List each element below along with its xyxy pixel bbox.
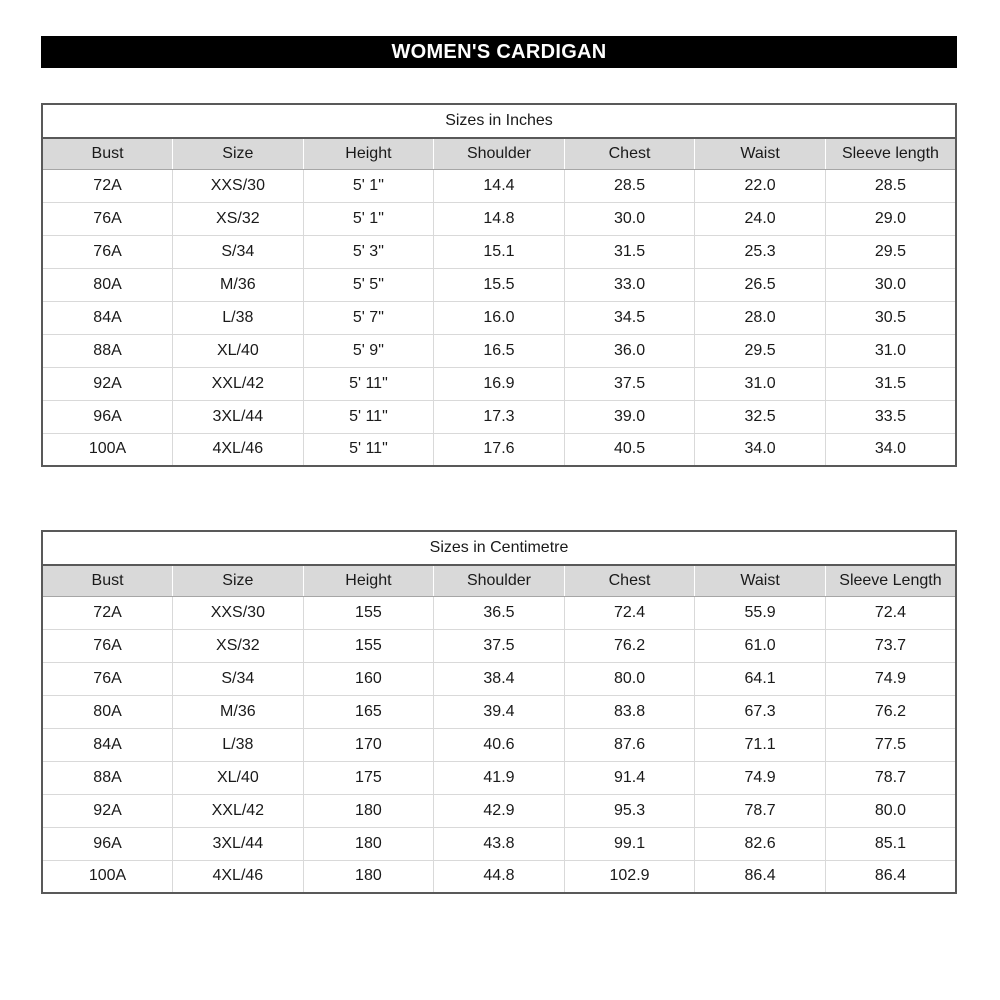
table-cell: 88A (42, 334, 173, 367)
table-cell: 29.5 (695, 334, 826, 367)
column-header: Waist (695, 565, 826, 596)
table-cell: 4XL/46 (173, 860, 304, 893)
table-cell: 72A (42, 596, 173, 629)
table-cell: 5' 7" (303, 301, 434, 334)
table-cell: 16.5 (434, 334, 565, 367)
table-cell: 31.5 (825, 367, 956, 400)
column-header: Chest (564, 565, 695, 596)
table-cell: 74.9 (825, 662, 956, 695)
table-cell: 67.3 (695, 695, 826, 728)
table-row (42, 169, 956, 202)
table-cell: 100A (42, 860, 173, 893)
table-cell: 30.0 (825, 268, 956, 301)
table-row (42, 235, 956, 268)
table-cell: L/38 (173, 728, 304, 761)
table-cell: 14.4 (434, 169, 565, 202)
table-cell: 86.4 (695, 860, 826, 893)
column-header: Chest (564, 138, 695, 169)
table-cell: 80A (42, 695, 173, 728)
column-header: Sleeve Length (825, 565, 956, 596)
table-cell: 76A (42, 202, 173, 235)
table-cell: 34.5 (564, 301, 695, 334)
table-cell: 40.6 (434, 728, 565, 761)
table-row (42, 301, 956, 334)
table-cell: 26.5 (695, 268, 826, 301)
table-cell: 34.0 (825, 433, 956, 466)
table-cell: 78.7 (695, 794, 826, 827)
table-cell: S/34 (173, 662, 304, 695)
table-cell: 5' 11" (303, 433, 434, 466)
table-cell: 96A (42, 827, 173, 860)
table-cell: 4XL/46 (173, 433, 304, 466)
table-cell: XS/32 (173, 202, 304, 235)
table-cell: 29.0 (825, 202, 956, 235)
table-cell: 37.5 (434, 629, 565, 662)
table-cell: 76.2 (564, 629, 695, 662)
column-header: Bust (42, 565, 173, 596)
table-row (42, 761, 956, 794)
sizes-in-centimetre-table (41, 530, 957, 894)
table-cell: 76.2 (825, 695, 956, 728)
table-cell: 88A (42, 761, 173, 794)
table-cell: 170 (303, 728, 434, 761)
table-caption: Sizes in Centimetre (42, 531, 956, 565)
table-cell: 37.5 (564, 367, 695, 400)
table-cell: 74.9 (695, 761, 826, 794)
table-cell: 25.3 (695, 235, 826, 268)
table-cell: 3XL/44 (173, 827, 304, 860)
table-cell: 41.9 (434, 761, 565, 794)
table-cell: 180 (303, 794, 434, 827)
table-cell: 83.8 (564, 695, 695, 728)
product-title: WOMEN'S CARDIGAN (391, 40, 607, 63)
table-cell: 76A (42, 629, 173, 662)
table-cell: 44.8 (434, 860, 565, 893)
table-row (42, 794, 956, 827)
table-cell: 5' 1" (303, 202, 434, 235)
table-cell: 17.6 (434, 433, 565, 466)
table-cell: 42.9 (434, 794, 565, 827)
column-header: Height (303, 565, 434, 596)
table-cell: 15.5 (434, 268, 565, 301)
table-cell: 77.5 (825, 728, 956, 761)
table-cell: 33.0 (564, 268, 695, 301)
table-cell: 71.1 (695, 728, 826, 761)
table-cell: 155 (303, 629, 434, 662)
product-title-banner (41, 36, 957, 68)
table-cell: 31.5 (564, 235, 695, 268)
column-header: Height (303, 138, 434, 169)
table-row (42, 662, 956, 695)
table-cell: 102.9 (564, 860, 695, 893)
table-cell: XXL/42 (173, 794, 304, 827)
table-caption-row (42, 104, 956, 138)
table-cell: 73.7 (825, 629, 956, 662)
table-cell: 31.0 (825, 334, 956, 367)
table-row (42, 827, 956, 860)
table-cell: 78.7 (825, 761, 956, 794)
table-cell: 72A (42, 169, 173, 202)
table-row (42, 268, 956, 301)
table-cell: 95.3 (564, 794, 695, 827)
column-header: Size (173, 565, 304, 596)
table-cell: 61.0 (695, 629, 826, 662)
column-header: Shoulder (434, 565, 565, 596)
sizes-in-inches-table (41, 103, 957, 467)
table-row (42, 629, 956, 662)
table-cell: XXS/30 (173, 596, 304, 629)
table-header-row (42, 565, 956, 596)
table-cell: 39.0 (564, 400, 695, 433)
sizes-in-centimetre-section (41, 530, 957, 894)
column-header: Waist (695, 138, 826, 169)
table-row (42, 860, 956, 893)
table-cell: XXL/42 (173, 367, 304, 400)
table-cell: 87.6 (564, 728, 695, 761)
table-cell: 33.5 (825, 400, 956, 433)
table-cell: 3XL/44 (173, 400, 304, 433)
table-cell: 175 (303, 761, 434, 794)
table-cell: 76A (42, 662, 173, 695)
table-cell: 17.3 (434, 400, 565, 433)
table-cell: 15.1 (434, 235, 565, 268)
table-cell: 5' 11" (303, 367, 434, 400)
table-row (42, 367, 956, 400)
table-cell: 30.0 (564, 202, 695, 235)
table-row (42, 596, 956, 629)
table-cell: 30.5 (825, 301, 956, 334)
table-cell: 38.4 (434, 662, 565, 695)
table-cell: 29.5 (825, 235, 956, 268)
table-cell: 28.0 (695, 301, 826, 334)
table-cell: 72.4 (564, 596, 695, 629)
table-cell: L/38 (173, 301, 304, 334)
table-cell: 5' 11" (303, 400, 434, 433)
table-cell: 96A (42, 400, 173, 433)
table-cell: 32.5 (695, 400, 826, 433)
table-caption-row (42, 531, 956, 565)
table-cell: 80A (42, 268, 173, 301)
table-cell: 40.5 (564, 433, 695, 466)
table-cell: M/36 (173, 268, 304, 301)
table-cell: 28.5 (564, 169, 695, 202)
table-cell: 24.0 (695, 202, 826, 235)
table-cell: 85.1 (825, 827, 956, 860)
table-cell: 5' 3" (303, 235, 434, 268)
table-cell: 31.0 (695, 367, 826, 400)
table-cell: 5' 1" (303, 169, 434, 202)
table-cell: 155 (303, 596, 434, 629)
table-row (42, 202, 956, 235)
table-cell: 100A (42, 433, 173, 466)
table-cell: 165 (303, 695, 434, 728)
table-cell: XS/32 (173, 629, 304, 662)
sizes-in-inches-section (41, 103, 957, 467)
table-row (42, 334, 956, 367)
table-cell: XL/40 (173, 334, 304, 367)
table-cell: 5' 5" (303, 268, 434, 301)
table-cell: 91.4 (564, 761, 695, 794)
table-cell: 22.0 (695, 169, 826, 202)
table-cell: 55.9 (695, 596, 826, 629)
table-cell: 80.0 (825, 794, 956, 827)
table-cell: 36.0 (564, 334, 695, 367)
table-cell: 84A (42, 301, 173, 334)
table-row (42, 433, 956, 466)
table-cell: 64.1 (695, 662, 826, 695)
table-cell: 82.6 (695, 827, 826, 860)
column-header: Shoulder (434, 138, 565, 169)
table-cell: 160 (303, 662, 434, 695)
table-caption: Sizes in Inches (42, 104, 956, 138)
table-cell: 16.9 (434, 367, 565, 400)
table-cell: 5' 9" (303, 334, 434, 367)
table-cell: 14.8 (434, 202, 565, 235)
table-cell: 86.4 (825, 860, 956, 893)
table-cell: 72.4 (825, 596, 956, 629)
table-cell: 84A (42, 728, 173, 761)
table-cell: 180 (303, 827, 434, 860)
column-header: Bust (42, 138, 173, 169)
table-cell: 28.5 (825, 169, 956, 202)
table-cell: 80.0 (564, 662, 695, 695)
column-header: Size (173, 138, 304, 169)
table-row (42, 400, 956, 433)
table-cell: 180 (303, 860, 434, 893)
table-cell: XL/40 (173, 761, 304, 794)
table-row (42, 695, 956, 728)
table-cell: S/34 (173, 235, 304, 268)
table-cell: 99.1 (564, 827, 695, 860)
column-header: Sleeve length (825, 138, 956, 169)
table-cell: M/36 (173, 695, 304, 728)
table-cell: 43.8 (434, 827, 565, 860)
table-cell: 76A (42, 235, 173, 268)
table-cell: XXS/30 (173, 169, 304, 202)
table-row (42, 728, 956, 761)
table-cell: 39.4 (434, 695, 565, 728)
table-header-row (42, 138, 956, 169)
table-cell: 92A (42, 794, 173, 827)
table-cell: 36.5 (434, 596, 565, 629)
table-cell: 16.0 (434, 301, 565, 334)
table-cell: 92A (42, 367, 173, 400)
table-cell: 34.0 (695, 433, 826, 466)
